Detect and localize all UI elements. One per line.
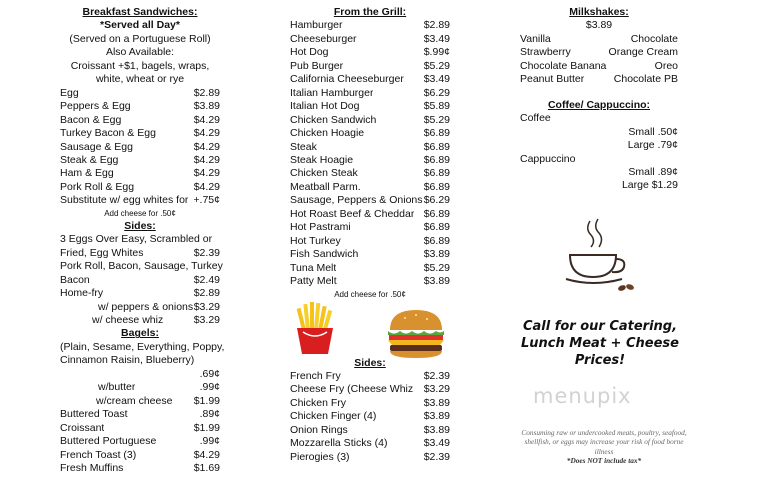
breakfast-title: Breakfast Sandwiches: [82,6,198,18]
menu-item [290,221,450,234]
item-price: $3.89 [423,410,450,423]
menu-item [290,60,450,73]
item-price: +.75¢ [193,194,220,207]
food-safety-disclaimer [520,428,688,466]
milkshakes-title: Milkshakes: [569,6,629,18]
bread-options-1: Croissant +$1, bagels, wraps, [70,59,210,72]
item-name: w/ peppers & onions [98,300,194,313]
item-name: Ham & Egg [60,167,114,180]
menu-item [290,208,450,221]
milkshake-flavors [520,60,678,73]
item-name: Steak [290,140,317,153]
item-name: Cheese Fry (Cheese Whiz [290,383,414,396]
grill-title: From the Grill: [333,6,407,18]
catering-line: Lunch Meat + Cheese [521,336,679,351]
milkshake-flavors [520,33,678,46]
item-price: $2.89 [193,86,220,99]
item-price: $6.29 [423,86,450,99]
menu-item [60,381,220,394]
menu-item [60,167,220,180]
item-price: $1.69 [193,461,220,474]
menu-item [60,181,220,194]
item-name: Hot Pastrami [290,221,351,234]
menu-item [60,435,220,448]
item-name: Hot Roast Beef & Cheddar [290,207,415,220]
item-price: $4.29 [193,113,220,126]
eggs-description: 3 Eggs Over Easy, Scrambled or [60,233,213,246]
menu-item [290,114,450,127]
flavor: Strawberry [520,46,571,59]
item-price: $2.39 [193,246,220,259]
menu-item [60,301,220,314]
french-fries-icon [297,302,333,354]
item-name: Chicken Steak [290,167,358,180]
item-price: $3.29 [193,313,220,326]
item-name: Pierogies (3) [290,450,350,463]
hamburger-icon [388,310,444,358]
menu-item [290,100,450,113]
item-price: $1.99 [193,394,220,407]
tax-note: *Does NOT include tax* [566,456,642,466]
menu-item [290,87,450,100]
milkshake-flavors [520,46,678,59]
flavor: Peanut Butter [520,73,585,86]
item-name: Hamburger [290,19,343,32]
item-price: $2.89 [423,19,450,32]
item-price: $4.29 [193,167,220,180]
item-price: $4.29 [193,127,220,140]
item-name: Buttered Portuguese [60,435,157,448]
cappuccino-label: Cappuccino [520,152,576,165]
item-name: Chicken Finger (4) [290,410,377,423]
sides-title: Sides: [124,219,156,232]
item-price: $3.89 [423,248,450,261]
menu-item [60,87,220,100]
item-price: $5.89 [423,100,450,113]
flavor: Oreo [654,59,678,72]
menu-item [290,235,450,248]
menu-item [290,154,450,167]
flavor: Chocolate [630,32,678,45]
item-price: $4.29 [193,140,220,153]
item-name: Fried, Egg Whites [60,246,144,259]
item-name: Steak & Egg [60,153,119,166]
menu-item [290,397,450,410]
item-name: Sausage & Egg [60,140,133,153]
menu-item [290,181,450,194]
item-price: $3.89 [423,423,450,436]
item-name: Peppers & Egg [60,100,131,113]
bread-options-2: white, wheat or rye [95,73,185,86]
item-name: Turkey Bacon & Egg [60,127,156,140]
menu-item [290,127,450,140]
item-name: Substitute w/ egg whites for [60,194,189,207]
item-price: $3.49 [423,73,450,86]
also-available: Also Available: [105,46,175,59]
coffee-large: Large .79¢ [627,139,678,152]
menu-item [60,287,220,300]
catering-line: Prices! [574,353,626,368]
item-name: w/ cheese whiz [92,313,164,326]
item-price: $6.89 [423,207,450,220]
item-name: Croissant [60,421,105,434]
item-name: Patty Melt [290,275,337,288]
add-cheese-note: Add cheese for .50¢ [104,208,176,218]
coffee-cup-icon [560,215,640,295]
item-price: .99¢ [199,435,220,448]
flavor: Orange Cream [608,46,678,59]
item-price: $5.29 [423,59,450,72]
flavor: Chocolate PB [613,73,678,86]
item-name: Hot Turkey [290,234,341,247]
coffee-small: Small .50¢ [628,125,678,138]
menu-item [60,100,220,113]
item-price: .89¢ [199,408,220,421]
item-price: $2.49 [193,273,220,286]
menu-item [60,194,220,207]
menu-item [290,410,450,423]
menu-item [290,73,450,86]
item-name: Cheeseburger [290,32,357,45]
item-name: Italian Hamburger [290,86,374,99]
menu-item [60,127,220,140]
item-price: $2.39 [423,369,450,382]
item-price: .99¢ [199,381,220,394]
item-price: $3.49 [423,32,450,45]
item-name: Pork Roll & Egg [60,180,135,193]
meat-description: Pork Roll, Bacon, Sausage, Turkey [60,260,223,273]
menu-item [60,422,220,435]
coffee-label: Coffee [520,112,551,125]
item-name: California Cheeseburger [290,73,404,86]
item-name: Bacon [60,273,90,286]
menu-item [60,462,220,475]
item-name: w/butter [98,381,136,394]
item-price: $3.89 [423,275,450,288]
menu-item [60,314,220,327]
item-price: $5.29 [423,113,450,126]
sides-title: Sides: [354,356,386,369]
menu-item [290,19,450,32]
item-name: Steak Hoagie [290,153,354,166]
item-name: Chicken Fry [290,396,347,409]
item-price: $2.89 [193,287,220,300]
item-price: $3.29 [423,383,450,396]
item-price: $6.89 [423,140,450,153]
menu-item [290,437,450,450]
item-name: Buttered Toast [60,408,128,421]
item-name: Mozzarella Sticks (4) [290,437,388,450]
item-price: $3.49 [423,437,450,450]
item-name: Egg [60,86,79,99]
milkshake-flavors [520,73,678,86]
item-price: $4.29 [193,153,220,166]
cappuccino-large: Large $1.29 [621,179,678,192]
item-price: $3.29 [193,300,220,313]
menu-item [60,154,220,167]
menu-item [60,395,220,408]
item-price: $5.29 [423,261,450,274]
menu-item [290,451,450,464]
menu-item [290,167,450,180]
item-name: Sausage, Peppers & Onions [290,194,423,207]
food-images-svg [290,300,450,360]
item-price: $6.89 [423,180,450,193]
item-name: Fresh Muffins [60,461,124,474]
item-price: $.99¢ [423,46,450,59]
coffee-cup-image [560,215,640,295]
item-name: French Toast (3) [60,448,137,461]
item-name: Italian Hot Dog [290,100,360,113]
item-name: Pub Burger [290,59,344,72]
breakfast-column [60,6,225,475]
served-all-day: *Served all Day* [100,19,180,32]
menu-item [290,248,450,261]
item-price: $3.89 [423,396,450,409]
disclaimer-text: Consuming raw or undercooked meats, poultry, seafood, shellfish, or eggs may increase your risk of food borne illness [521,428,687,456]
item-price: $1.99 [193,421,220,434]
menu-item [60,114,220,127]
menu-item [290,262,450,275]
menu-item [60,247,220,260]
item-name: Onion Rings [290,423,348,436]
menu-item [290,194,450,207]
item-name: Home-fry [60,287,104,300]
grill-column [290,6,450,464]
item-price: $2.39 [423,450,450,463]
menu-item [290,141,450,154]
item-price: $3.89 [193,100,220,113]
bagels-description: Cinnamon Raisin, Blueberry) [60,354,195,367]
bagels-title: Bagels: [121,327,159,340]
add-cheese-note: Add cheese for .50¢ [334,289,406,299]
item-price: $6.89 [423,153,450,166]
menu-item [60,274,220,287]
item-price: $6.89 [423,127,450,140]
drinks-column [520,6,678,193]
bagel-price: .69¢ [199,367,220,380]
menu-item [60,408,220,421]
menupix-watermark: menupix [533,384,632,408]
item-name: Meatball Parm. [290,180,361,193]
item-name: Tuna Melt [290,261,337,274]
menu-item [60,141,220,154]
item-name: Bacon & Egg [60,113,122,126]
menu-item [290,33,450,46]
menu-item [290,383,450,396]
item-price: $4.29 [193,448,220,461]
served-roll-note: (Served on a Portuguese Roll) [69,32,211,45]
food-images [290,300,450,360]
item-name: w/cream cheese [96,394,173,407]
coffee-title: Coffee/ Cappuccino: [547,98,651,111]
catering-line: Call for our Catering, [522,319,678,334]
flavor: Chocolate Banana [520,59,607,72]
item-price: $6.89 [423,234,450,247]
cappuccino-small: Small .89¢ [628,165,678,178]
item-price: $6.89 [423,167,450,180]
menu-item [290,370,450,383]
menu-item [290,424,450,437]
item-name: Chicken Sandwich [290,113,377,126]
item-name: Chicken Hoagie [290,127,365,140]
menu-item [290,275,450,288]
milkshake-price: $3.89 [585,19,613,32]
item-price: $6.89 [423,221,450,234]
flavor: Vanilla [520,32,551,45]
menu-item [60,449,220,462]
item-name: French Fry [290,369,341,382]
item-price: $4.29 [193,180,220,193]
item-name: Hot Dog [290,46,329,59]
item-name: Fish Sandwich [290,248,359,261]
catering-promo [520,318,680,369]
menu-item [290,46,450,59]
bagels-description: (Plain, Sesame, Everything, Poppy, [60,340,225,353]
item-price: $6.29 [423,194,450,207]
